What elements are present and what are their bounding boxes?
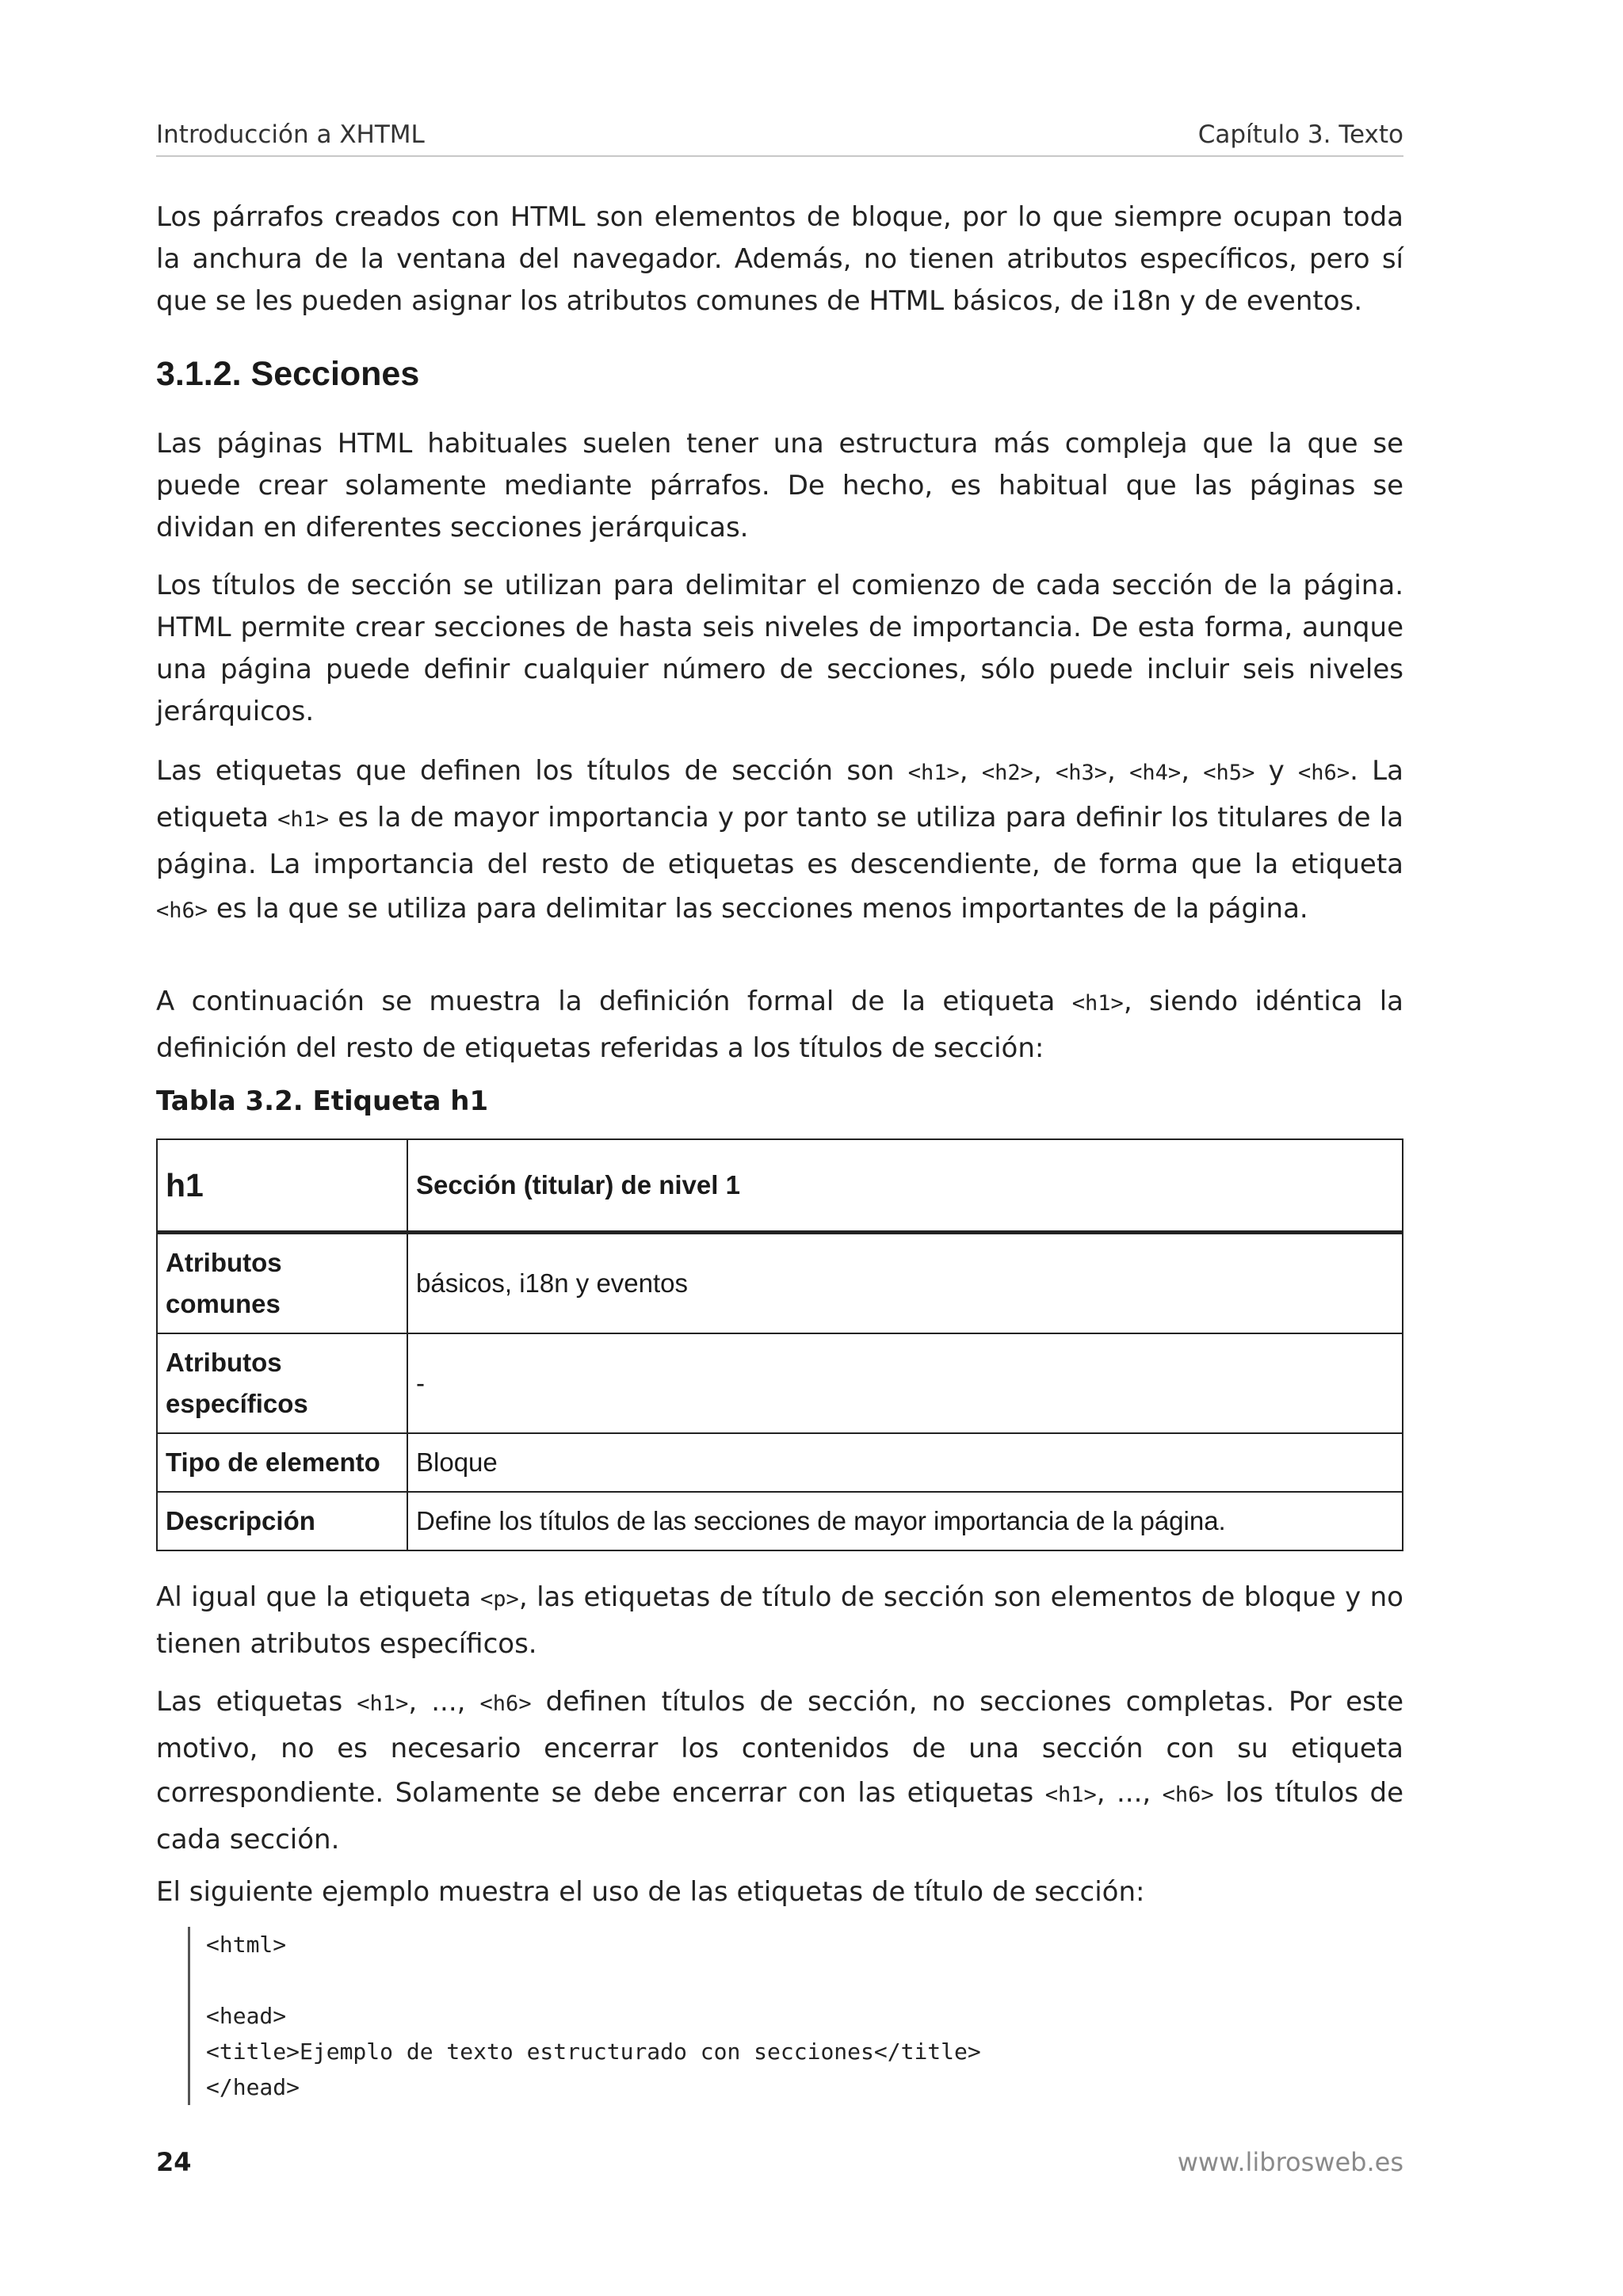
table-caption: Tabla 3.2. Etiqueta h1: [156, 1085, 489, 1117]
paragraph-p-comparison: [156, 1575, 1403, 1666]
inline-code: <h1>: [277, 807, 330, 832]
paragraph-example-intro: El siguiente ejemplo muestra el uso de las etiquetas de título de sección:: [156, 1876, 1145, 1908]
code-line: <title>Ejemplo de texto estructurado con secciones</title>: [206, 2039, 981, 2065]
table-cell-value: Define los títulos de las secciones de mayor importancia de la página.: [407, 1492, 1403, 1550]
code-line: </head>: [206, 2074, 300, 2100]
text-run: , las etiquetas de título de sección son elementos de bloque y no tienen atributos específicos.: [156, 1581, 1403, 1660]
text-run: y: [1254, 755, 1299, 787]
text-run: , ...,: [1096, 1777, 1163, 1809]
table-cell-key: Descripción: [157, 1492, 407, 1550]
text-run: . La etiqueta: [156, 755, 1403, 833]
inline-code: <h1>: [907, 761, 960, 785]
section-heading: 3.1.2. Secciones: [156, 355, 420, 393]
table-cell-value: básicos, i18n y eventos: [407, 1233, 1403, 1334]
table-cell-key: Tipo de elemento: [157, 1433, 407, 1492]
page-header: [156, 120, 1403, 157]
table-header-description: Sección (titular) de nivel 1: [407, 1139, 1403, 1233]
paragraph-section-titles: Los títulos de sección se utilizan para delimitar el comienzo de cada sección de la página. HTML permite crear secciones de hasta seis niveles de importancia. De esta forma, aunque una página puede definir cualquier número de secciones, sólo puede incluir seis niveles jerárquicos.: [156, 570, 1403, 727]
code-line: [206, 1962, 1316, 1998]
inline-code: <h2>: [981, 761, 1033, 785]
h1-definition-table: [156, 1138, 1403, 1551]
footer-website: www.librosweb.es: [1177, 2147, 1403, 2177]
table-header-row: [157, 1139, 1403, 1233]
table-cell-value: -: [407, 1333, 1403, 1433]
code-line: <html>: [206, 1932, 287, 1958]
table-cell-value: Bloque: [407, 1433, 1403, 1492]
header-chapter-title: Capítulo 3. Texto: [1197, 120, 1403, 149]
text-run: , siendo idéntica la definición del resto de etiquetas referidas a los títulos de sección:: [156, 986, 1403, 1064]
text-run: ,: [1033, 755, 1056, 787]
inline-code: <h1>: [357, 1691, 409, 1716]
text-run: es la de mayor importancia y por tanto se utiliza para definir los titulares de la página. La importancia del resto de etiquetas es descendiente, de forma que la etiqueta: [156, 802, 1404, 880]
page-number: 24: [156, 2147, 192, 2177]
text-run: ,: [1107, 755, 1130, 787]
inline-code: <h5>: [1203, 761, 1255, 785]
paragraph-section-scope: [156, 1680, 1403, 1862]
text-run: ,: [959, 755, 982, 787]
table-row: [157, 1433, 1403, 1492]
paragraph-html-pages: Las páginas HTML habituales suelen tener una estructura más compleja que la que se puede crear solamente mediante párrafos. De hecho, es habitual que las páginas se dividan en diferentes secciones jerárquicas.: [156, 428, 1403, 543]
paragraph-block-elements: Los párrafos creados con HTML son elementos de bloque, por lo que siempre ocupan toda la anchura de la ventana del navegador. Además, no tienen atributos específicos, pero sí que se les pueden asignar los atributos comunes de HTML básicos, de i18n y de eventos.: [156, 201, 1403, 317]
text-run: Las etiquetas que definen los títulos de sección son: [156, 755, 908, 787]
text-run: los títulos de cada sección.: [156, 1777, 1403, 1855]
inline-code: <h6>: [479, 1691, 532, 1716]
text-run: A continuación se muestra la definición formal de la etiqueta: [156, 986, 1072, 1017]
table-row: [157, 1492, 1403, 1550]
table-row: [157, 1333, 1403, 1433]
code-example: [188, 1927, 1316, 2105]
text-run: es la que se utiliza para delimitar las secciones menos importantes de la página.: [208, 893, 1308, 925]
inline-code: <h6>: [1162, 1783, 1214, 1807]
text-run: , ...,: [408, 1686, 480, 1718]
code-line: <head>: [206, 2003, 287, 2029]
table-header-tag: h1: [157, 1139, 407, 1233]
text-run: definen títulos de sección, no secciones completas. Por este motivo, no es necesario encerrar los contenidos de una sección con su etiqueta correspondiente. Solamente se debe encerrar con las etiquetas: [156, 1686, 1404, 1809]
inline-code: <h3>: [1056, 761, 1108, 785]
table-cell-key: Atributos comunes: [157, 1233, 407, 1334]
inline-code: <h4>: [1129, 761, 1182, 785]
inline-code: <h6>: [1298, 761, 1350, 785]
paragraph-h1-definition: [156, 979, 1403, 1070]
header-book-title: Introducción a XHTML: [156, 120, 425, 149]
inline-code: <h1>: [1044, 1783, 1097, 1807]
inline-code: <p>: [480, 1587, 519, 1611]
text-run: ,: [1181, 755, 1204, 787]
table-cell-key: Atributos específicos: [157, 1333, 407, 1433]
table-row: [157, 1233, 1403, 1334]
inline-code: <h1>: [1071, 991, 1124, 1016]
inline-code: <h6>: [156, 898, 208, 923]
paragraph-heading-tags: [156, 749, 1403, 933]
text-run: Las etiquetas: [156, 1686, 357, 1718]
text-run: Al igual que la etiqueta: [156, 1581, 481, 1613]
